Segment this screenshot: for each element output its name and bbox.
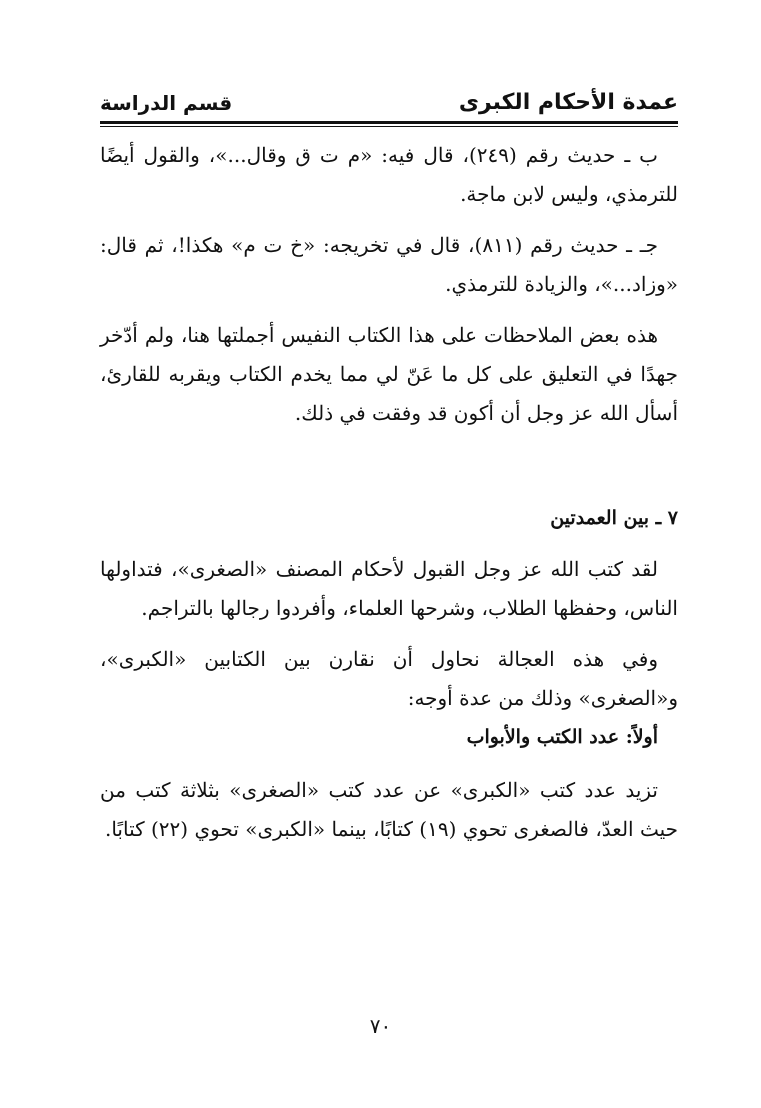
- subheading-books-and-chapters: أولاً: عدد الكتب والأبواب: [466, 726, 658, 748]
- header-rule-thin: [100, 126, 678, 127]
- paragraph-closing-notes: هذه بعض الملاحظات على هذا الكتاب النفيس أجملتها هنا، ولم أدّخر جهدًا في التعليق على كل ما عَنّ لي مما يخدم الكتاب ويقربه للقارئ، أسأل الله عز وجل أن أكون قد وفقت في ذلك.: [100, 323, 678, 425]
- page-number: ٧٠: [369, 1014, 392, 1038]
- paragraph-acceptance: لقد كتب الله عز وجل القبول لأحكام المصنف «الصغرى»، فتداولها الناس، وحفظها الطلاب، وشرحها العلماء، وأفردوا رجالها بالتراجم.: [100, 557, 678, 620]
- section-title: قسم الدراسة: [100, 91, 233, 115]
- paragraph-hadith-249: ب ـ حديث رقم (٢٤٩)، قال فيه: «م ت ق وقال...»، والقول أيضًا للترمذي، وليس لابن ماجة.: [100, 143, 678, 206]
- paragraph-book-count: تزيد عدد كتب «الكبرى» عن عدد كتب «الصغرى» بثلاثة كتب من حيث العدّ، فالصغرى تحوي (١٩) كتابًا، بينما «الكبرى» تحوي (٢٢) كتابًا.: [100, 778, 678, 841]
- book-title: عمدة الأحكام الكبرى: [458, 90, 678, 115]
- paragraph-hadith-811: جـ ـ حديث رقم (٨١١)، قال في تخريجه: «خ ت م» هكذا!، ثم قال: «وزاد...»، والزيادة للترمذي.: [100, 233, 678, 296]
- page-body: [100, 136, 678, 849]
- paragraph-comparison-intro: وفي هذه العجالة نحاول أن نقارن بين الكتابين «الكبرى»، و«الصغرى» وذلك من عدة أوجه:: [100, 647, 678, 710]
- header-rule-thick: [100, 121, 678, 124]
- running-header: [100, 88, 678, 122]
- section-heading-between-two-umdas: ٧ ـ بين العمدتين: [550, 507, 678, 529]
